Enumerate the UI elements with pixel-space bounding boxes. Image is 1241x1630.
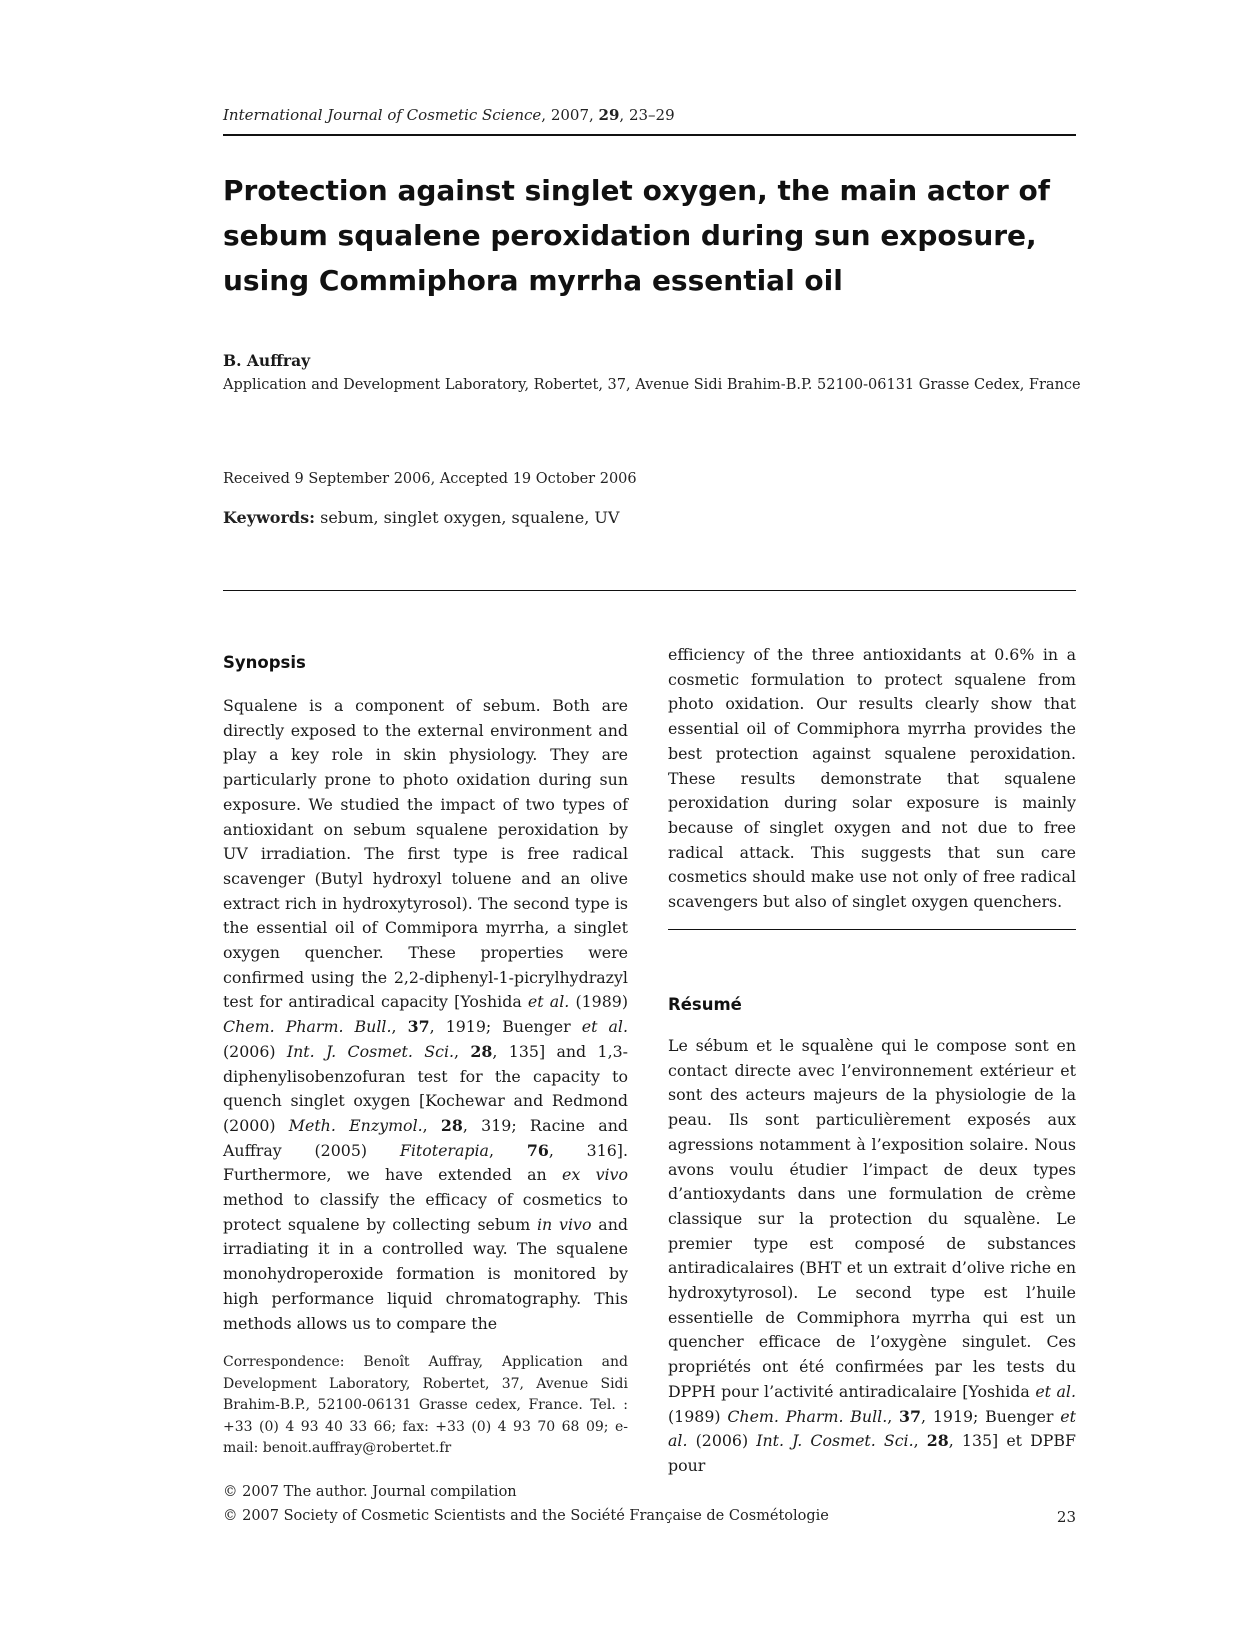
resume-heading: Résumé	[668, 995, 742, 1014]
synopsis-continued	[668, 643, 1076, 915]
citation-volume: 37	[899, 1406, 922, 1426]
text-run: method to classify the efficacy of cosmetics to protect squalene by collecting sebum	[223, 1190, 628, 1234]
text-run: ,	[391, 1017, 408, 1037]
text-run: et al.	[527, 992, 570, 1012]
synopsis-paragraph	[223, 694, 628, 1336]
text-run: ,	[422, 1115, 441, 1135]
section-rule	[223, 590, 1076, 591]
synopsis-body	[223, 694, 628, 1336]
text-run: (1989)	[668, 1406, 728, 1426]
citation-volume: 28	[926, 1431, 949, 1451]
text-run: and irradiating it in a controlled way. The squalene monohydroperoxide formation is monitored by high performance liquid chromatography. This methods allows us to compare the	[223, 1214, 628, 1333]
copyright-line-2: © 2007 Society of Cosmetic Scientists and the Société Française de Cosmétologie	[223, 1508, 829, 1524]
citation-volume: 28	[470, 1041, 493, 1061]
synopsis-heading: Synopsis	[223, 653, 306, 672]
article-title: Protection against singlet oxygen, the main actor of sebum squalene peroxidation during sun exposure, using Commiphora myrrha essential oil	[223, 174, 1050, 297]
column-rule	[668, 929, 1076, 930]
keywords-list: sebum, singlet oxygen, squalene, UV	[315, 508, 620, 527]
text-run: , 316]. Furthermore, we have extended an	[223, 1140, 628, 1185]
citation-journal: Chem. Pharm. Bull.	[727, 1406, 888, 1426]
text-run: , 1919; Buenger	[429, 1017, 582, 1037]
resume-paragraph	[668, 1034, 1076, 1479]
keywords-label: Keywords:	[223, 508, 316, 527]
text-run: , 135] and 1,3-diphenylisobenzofuran test for the capacity to quench singlet oxygen [Kochewar and Redmond (2000)	[223, 1041, 628, 1135]
text-run: ,	[887, 1406, 900, 1426]
citation-volume: 37	[407, 1017, 430, 1037]
text-run: et al.	[668, 1406, 1076, 1451]
citation-journal: Int. J. Cosmet. Sci.	[756, 1431, 914, 1451]
running-head	[223, 106, 1076, 124]
received-dates: Received 9 September 2006, Accepted 19 October 2006	[223, 471, 637, 487]
citation-journal: Int. J. Cosmet. Sci.	[286, 1041, 455, 1061]
journal-year: , 2007,	[541, 106, 599, 124]
citation-journal: Fitoterapia	[399, 1140, 489, 1160]
text-run: , 1919; Buenger	[921, 1406, 1061, 1426]
keywords	[223, 508, 619, 527]
citation-volume: 76	[526, 1140, 549, 1160]
correspondence-note	[223, 1352, 628, 1460]
text-run: et al.	[581, 1017, 628, 1037]
resume-body	[668, 1034, 1076, 1479]
text-run: (2006)	[687, 1431, 757, 1451]
copyright-line-1: © 2007 The author. Journal compilation	[223, 1484, 517, 1500]
text-run: in vivo	[537, 1214, 592, 1234]
synopsis-continued-paragraph: efficiency of the three antioxidants at 0.6% in a cosmetic formulation to protect squalene from photo oxidation. Our results clearly show that essential oil of Commiphora myrrha provides the best protection against squalene peroxidation. These results demonstrate that squalene peroxidation during solar exposure is mainly because of singlet oxygen and not due to free radical attack. This suggests that sun care cosmetics should make use not only of free radical scavengers but also of singlet oxygen quenchers.	[668, 645, 1076, 912]
text-run: , 319; Racine and Auffray (2005)	[223, 1115, 628, 1160]
text-run: ex vivo	[562, 1165, 628, 1185]
author-affiliation: Application and Development Laboratory, Robertet, 37, Avenue Sidi Brahim-B.P. 52100-06131 Grasse Cedex, France	[223, 377, 1081, 393]
text-run: ,	[913, 1431, 927, 1451]
text-run: Le sébum et le squalène qui le compose sont en contact directe avec l’environnement extérieur et sont des acteurs majeurs de la physiologie de la peau. Ils sont particulièrement exposés aux agressions notamment à l’exposition solaire. Nous avons voulu étudier l’impact de deux types d’antioxydants dans une formulation de crème classique sur la protection du squalène. Le premier type est composé de substances antiradicalaires (BHT et un extrait d’olive riche en hydroxytyrosol). Le second type est l’huile essentielle de Commiphora myrrha qui est un quencher efficace de l’oxygène singulet. Ces propriétés ont été confirmées par les tests du DPPH pour l’activité antiradicalaire [Yoshida	[668, 1036, 1076, 1401]
header-rule	[223, 134, 1076, 136]
journal-pages: , 23–29	[619, 106, 675, 124]
correspondence-text: Correspondence: Benoît Auffray, Application and Development Laboratory, Robertet, 37, Avenue Sidi Brahim-B.P., 52100-06131 Grasse cedex, France. Tel. : +33 (0) 4 93 40 33 66; fax: +33 (0) 4 93 70 68 09; e-mail: benoit.auffray@robertet.fr	[223, 1354, 628, 1456]
text-run: ,	[488, 1140, 527, 1160]
author-name: B. Auffray	[223, 351, 311, 370]
citation-journal: Chem. Pharm. Bull.	[223, 1017, 392, 1037]
text-run: et al.	[1035, 1381, 1076, 1401]
citation-journal: Meth. Enzymol.	[288, 1115, 423, 1135]
text-run: ,	[454, 1041, 471, 1061]
text-run: (1989)	[569, 992, 628, 1012]
citation-volume: 28	[440, 1115, 463, 1135]
page-number: 23	[1056, 1508, 1076, 1526]
text-run: Squalene is a component of sebum. Both are directly exposed to the external environment and play a key role in skin physiology. They are particularly prone to photo oxidation during sun exposure. We studied the impact of two types of antioxidant on sebum squalene peroxidation by UV irradiation. The first type is free radical scavenger (Butyl hydroxyl toluene and an olive extract rich in hydroxytyrosol). The second type is the essential oil of Commipora myrrha, a singlet oxygen quencher. These properties were confirmed using the 2,2-diphenyl-1-picrylhydrazyl test for antiradical capacity [Yoshida	[223, 696, 628, 1012]
journal-volume: 29	[598, 106, 620, 124]
text-run: (2006)	[223, 1041, 287, 1061]
journal-name: International Journal of Cosmetic Science	[223, 106, 542, 124]
text-run: , 135] et DPBF pour	[668, 1431, 1076, 1475]
